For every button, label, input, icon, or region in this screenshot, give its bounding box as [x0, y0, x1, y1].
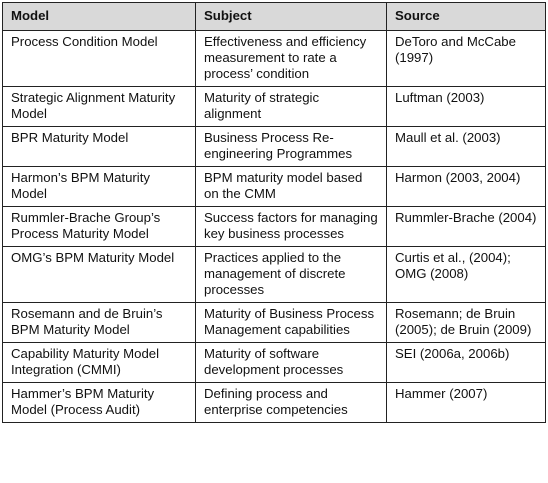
source-cell: Harmon (2003, 2004) — [387, 167, 546, 207]
subject-cell: BPM maturity model based on the CMM — [196, 167, 387, 207]
table-row — [3, 167, 546, 207]
table-row — [3, 87, 546, 127]
header-source: Source — [387, 3, 546, 31]
subject-cell: Maturity of strategic alignment — [196, 87, 387, 127]
table-row — [3, 31, 546, 87]
table-row — [3, 127, 546, 167]
model-cell: Capability Maturity Model Integration (CMMI) — [3, 343, 196, 383]
table-row — [3, 247, 546, 303]
model-cell: Process Condition Model — [3, 31, 196, 87]
source-cell: SEI (2006a, 2006b) — [387, 343, 546, 383]
header-row — [3, 3, 546, 31]
subject-cell: Business Process Re-engineering Programmes — [196, 127, 387, 167]
table-row — [3, 383, 546, 423]
model-cell: Rosemann and de Bruin’s BPM Maturity Model — [3, 303, 196, 343]
model-cell: Hammer’s BPM Maturity Model (Process Audit) — [3, 383, 196, 423]
subject-cell: Success factors for managing key business processes — [196, 207, 387, 247]
subject-cell: Defining process and enterprise competencies — [196, 383, 387, 423]
table-row — [3, 303, 546, 343]
source-cell: Hammer (2007) — [387, 383, 546, 423]
source-cell: DeToro and McCabe (1997) — [387, 31, 546, 87]
source-cell: Maull et al. (2003) — [387, 127, 546, 167]
model-cell: Strategic Alignment Maturity Model — [3, 87, 196, 127]
table-row — [3, 207, 546, 247]
model-cell: Harmon’s BPM Maturity Model — [3, 167, 196, 207]
source-cell: Rosemann; de Bruin (2005); de Bruin (2009) — [387, 303, 546, 343]
header-subject: Subject — [196, 3, 387, 31]
subject-cell: Maturity of Business Process Management capabilities — [196, 303, 387, 343]
maturity-models-table — [2, 2, 546, 423]
source-cell: Luftman (2003) — [387, 87, 546, 127]
subject-cell: Maturity of software development processes — [196, 343, 387, 383]
header-model: Model — [3, 3, 196, 31]
subject-cell: Practices applied to the management of discrete processes — [196, 247, 387, 303]
subject-cell: Effectiveness and efficiency measurement to rate a process’ condition — [196, 31, 387, 87]
model-cell: BPR Maturity Model — [3, 127, 196, 167]
source-cell: Rummler-Brache (2004) — [387, 207, 546, 247]
model-cell: OMG’s BPM Maturity Model — [3, 247, 196, 303]
source-cell: Curtis et al., (2004); OMG (2008) — [387, 247, 546, 303]
table-row — [3, 343, 546, 383]
model-cell: Rummler-Brache Group’s Process Maturity Model — [3, 207, 196, 247]
